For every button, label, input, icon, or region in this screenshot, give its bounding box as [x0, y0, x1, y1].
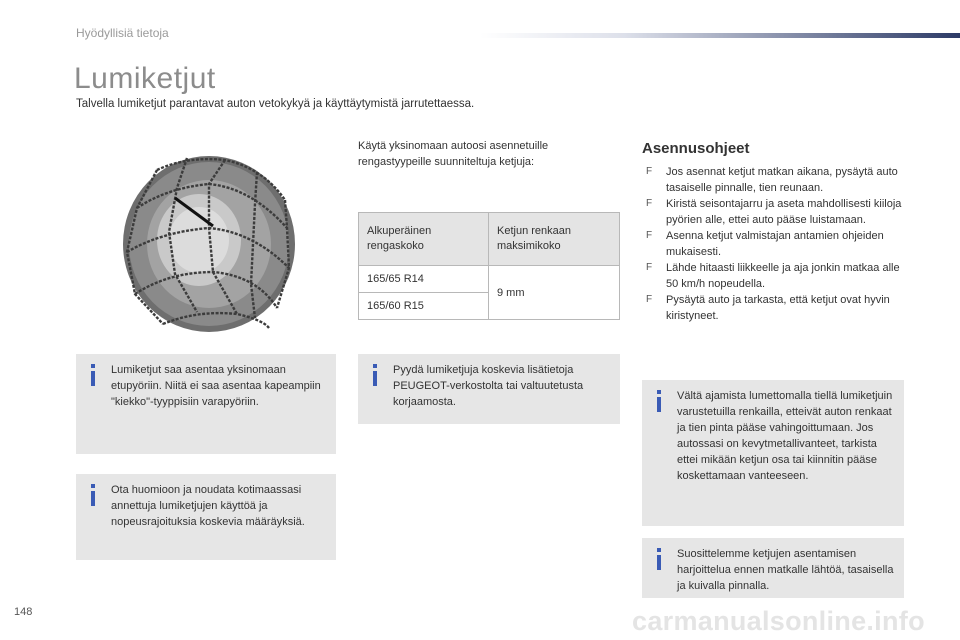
- step-text: Lähde hitaasti liikkeelle ja aja jonkin matkaa alle 50 km/h nopeudella.: [666, 262, 900, 290]
- page-number: 148: [14, 606, 33, 618]
- watermark: carmanualsonline.info: [632, 606, 925, 636]
- info-icon: [370, 364, 380, 386]
- list-item: [646, 260, 908, 292]
- tire-size-table: [358, 212, 620, 320]
- bullet-glyph: F: [646, 198, 653, 209]
- info-box-front-wheels: [76, 354, 336, 454]
- list-item: [646, 196, 908, 228]
- info-text: Suosittelemme ketjujen asentamisen harjoittelua ennen matkalle lähtöä, tasaisella ja kuivalla pinnalla.: [677, 548, 894, 592]
- step-text: Jos asennat ketjut matkan aikana, pysäytä auto tasaiselle pinnalle, tien reunaan.: [666, 166, 898, 194]
- info-text: Lumiketjut saa asentaa yksinomaan etupyöriin. Niitä ei saa asentaa kapeampiin "kiekko"-tyyppisiin varapyöriin.: [111, 364, 321, 408]
- table-header-max-chain-size: Ketjun renkaan maksimikoko: [489, 213, 620, 266]
- info-icon: [88, 364, 98, 386]
- step-text: Kiristä seisontajarru ja aseta mahdollisesti kiiloja pyörien alle, ettei auto pääse luistamaan.: [666, 198, 902, 226]
- section-header: Hyödyllisiä tietoja: [76, 26, 169, 40]
- step-text: Asenna ketjut valmistajan antamien ohjeiden mukaisesti.: [666, 230, 884, 258]
- page-intro: Talvella lumiketjut parantavat auton vetokykyä ja käyttäytymistä jarrutettaessa.: [76, 98, 475, 110]
- info-icon: [654, 390, 664, 412]
- header-bar: [480, 33, 960, 38]
- bullet-glyph: F: [646, 294, 653, 305]
- list-item: [646, 228, 908, 260]
- list-item: [646, 292, 908, 324]
- table-row: [359, 266, 620, 293]
- info-box-regulations: [76, 474, 336, 560]
- info-icon: [88, 484, 98, 506]
- bullet-glyph: F: [646, 230, 653, 241]
- info-text: Vältä ajamista lumettomalla tiellä lumiketjuin varustetuilla renkailla, etteivät auton renkaat ja tien pinta pääse vahingoittumaan. Jos autossasi on kevytmetallivanteet, tarkista ettei mikään ketjun osa tai kiinnitin pääse koskettamaan vanteeseen.: [677, 390, 893, 482]
- info-box-snowless-roads: [642, 380, 904, 526]
- bullet-glyph: F: [646, 262, 653, 273]
- list-item: [646, 164, 908, 196]
- step-text: Pysäytä auto ja tarkasta, että ketjut ovat hyvin kiristyneet.: [666, 294, 890, 322]
- chains-usage-intro: Käytä yksinomaan autoosi asennetuille rengastyypeille suunniteltuja ketjuja:: [358, 140, 549, 168]
- installation-steps: [646, 164, 908, 324]
- table-header-original-size: Alkuperäinen rengaskoko: [359, 213, 489, 266]
- snow-chain-tire-illustration: [117, 148, 303, 338]
- info-box-dealer-network: [358, 354, 620, 424]
- info-box-practice: [642, 538, 904, 598]
- table-cell-tire-size: 165/60 R15: [359, 293, 489, 320]
- table-cell-tire-size: 165/65 R14: [359, 266, 489, 293]
- installation-heading: Asennusohjeet: [642, 140, 750, 157]
- table-cell-max-size: 9 mm: [489, 266, 620, 320]
- info-icon: [654, 548, 664, 570]
- bullet-glyph: F: [646, 166, 653, 177]
- info-text: Pyydä lumiketjuja koskevia lisätietoja PEUGEOT-verkostolta tai valtuutetusta korjaamosta.: [393, 364, 584, 408]
- page-title: Lumiketjut: [74, 62, 216, 95]
- info-text: Ota huomioon ja noudata kotimaassasi annettuja lumiketjujen käyttöä ja nopeusrajoituksia koskevia määräyksiä.: [111, 484, 305, 528]
